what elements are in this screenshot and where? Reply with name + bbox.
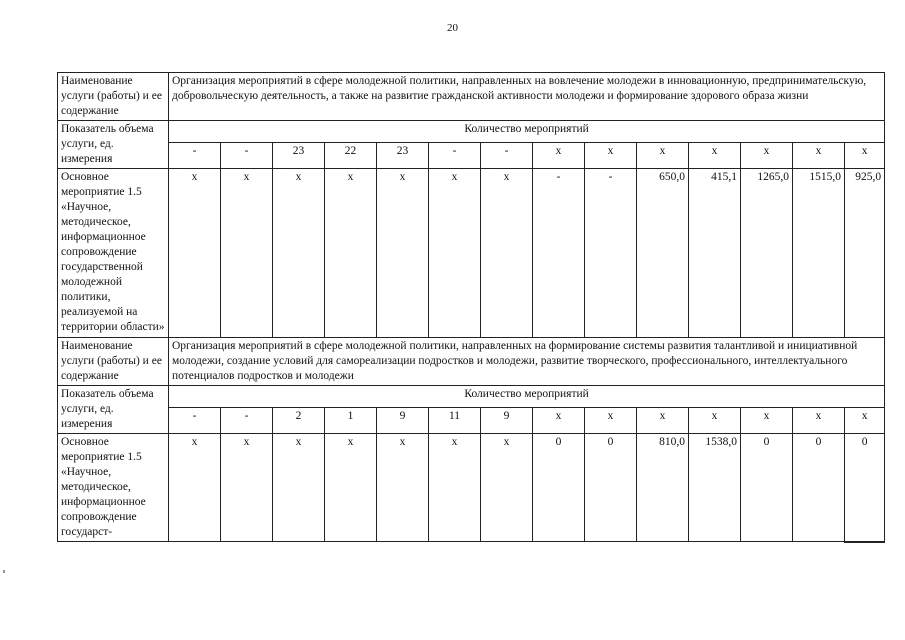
quantity-row [58, 407, 885, 433]
activity-value-cell: 0 [533, 434, 585, 542]
activity-value-cell: x [429, 169, 481, 338]
page-number: 20 [447, 22, 458, 34]
quantity-cell: x [533, 407, 585, 433]
activity-value-cell: x [377, 434, 429, 542]
budget-table [57, 72, 885, 543]
indicator-unit-row [58, 121, 885, 143]
activity-row [58, 169, 885, 338]
activity-value-cell: 1265,0 [741, 169, 793, 338]
activity-value-cell: x [429, 434, 481, 542]
service-name-label: Наименование услуги (работы) и ее содержание [58, 338, 169, 386]
activity-value-cell: x [169, 169, 221, 338]
activity-value-cell: x [377, 169, 429, 338]
quantity-cell: x [741, 407, 793, 433]
quantity-cell: x [637, 142, 689, 168]
service-name-row [58, 338, 885, 386]
activity-value-cell: 0 [585, 434, 637, 542]
quantity-cell: - [429, 142, 481, 168]
activity-value-cell: x [481, 434, 533, 542]
activity-value-cell: 0 [741, 434, 793, 542]
quantity-cell: x [793, 142, 845, 168]
quantity-cell: 2 [273, 407, 325, 433]
quantity-cell: 23 [273, 142, 325, 168]
quantity-row [58, 142, 885, 168]
quantity-cell: 9 [377, 407, 429, 433]
activity-value-cell: 810,0 [637, 434, 689, 542]
quantity-cell: 1 [325, 407, 377, 433]
activity-value-cell: 415,1 [689, 169, 741, 338]
quantity-cell: 11 [429, 407, 481, 433]
quantity-cell: 22 [325, 142, 377, 168]
indicator-label: Показатель объема услуги, ед. измерения [58, 121, 169, 169]
quantity-cell: - [481, 142, 533, 168]
quantity-cell: - [221, 407, 273, 433]
activity-value-cell: x [273, 169, 325, 338]
activity-label: Основное мероприятие 1.5 «Научное, методическое, информационное сопровождение государственной молодежной политики, реализуемой на территории области» [58, 169, 169, 338]
activity-value-cell: 0 [845, 434, 885, 542]
measure-unit: Количество мероприятий [169, 386, 885, 408]
service-description: Организация мероприятий в сфере молодежной политики, направленных на формирование системы развития талантливой и инициативной молодежи, создание условий для самореализации подростков и молодежи, развитие творческого, профессионального, интеллектуального потенциалов подростков и молодежи [169, 338, 885, 386]
activity-value-cell: 925,0 [845, 169, 885, 338]
indicator-label: Показатель объема услуги, ед. измерения [58, 386, 169, 434]
measure-unit: Количество мероприятий [169, 121, 885, 143]
crop-mark [3, 570, 5, 573]
quantity-cell: 23 [377, 142, 429, 168]
activity-value-cell: x [325, 169, 377, 338]
activity-value-cell: x [169, 434, 221, 542]
quantity-cell: x [845, 407, 885, 433]
activity-value-cell: 1515,0 [793, 169, 845, 338]
quantity-cell: x [793, 407, 845, 433]
activity-value-cell: x [325, 434, 377, 542]
service-description: Организация мероприятий в сфере молодежной политики, направленных на вовлечение молодежи в инновационную, предпринимательскую, добровольческую деятельность, а также на развитие гражданской активности молодежи и формирование здорового образа жизни [169, 73, 885, 121]
quantity-cell: 9 [481, 407, 533, 433]
quantity-cell: x [637, 407, 689, 433]
activity-row [58, 434, 885, 542]
indicator-unit-row [58, 386, 885, 408]
quantity-cell: x [585, 407, 637, 433]
activity-value-cell: 650,0 [637, 169, 689, 338]
activity-value-cell: 0 [793, 434, 845, 542]
quantity-cell: x [533, 142, 585, 168]
activity-value-cell: x [221, 169, 273, 338]
activity-value-cell: 1538,0 [689, 434, 741, 542]
quantity-cell: - [169, 407, 221, 433]
activity-label: Основное мероприятие 1.5 «Научное, методическое, информационное сопровождение государст- [58, 434, 169, 542]
quantity-cell: x [741, 142, 793, 168]
quantity-cell: - [221, 142, 273, 168]
activity-value-cell: x [273, 434, 325, 542]
service-name-row [58, 73, 885, 121]
quantity-cell: x [845, 142, 885, 168]
quantity-cell: - [169, 142, 221, 168]
quantity-cell: x [689, 407, 741, 433]
activity-value-cell: x [481, 169, 533, 338]
activity-value-cell: - [585, 169, 637, 338]
quantity-cell: x [689, 142, 741, 168]
service-name-label: Наименование услуги (работы) и ее содержание [58, 73, 169, 121]
activity-value-cell: x [221, 434, 273, 542]
activity-value-cell: - [533, 169, 585, 338]
quantity-cell: x [585, 142, 637, 168]
